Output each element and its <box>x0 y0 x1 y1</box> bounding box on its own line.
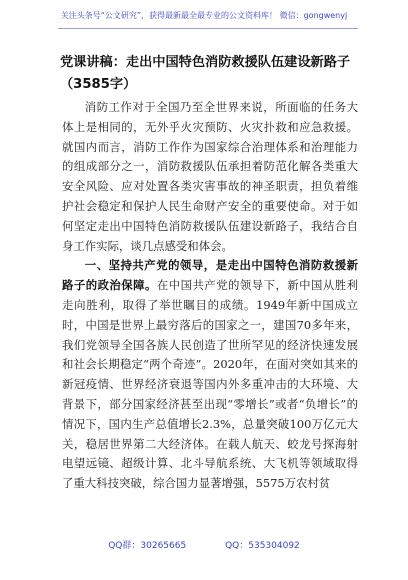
section-1-text: 在中国共产党的领导下，新中国从胜利走向胜利，取得了举世瞩目的成绩。1949年新中国成立时，中国是世界上最穷落后的国家之一，建国70多年来，我们党领导全国各族人民创造了世所罕见的经济快速发展和社会长期稳定“两个奇迹”。2020年，在面对突如其来的新冠疫情、世界经济衰退等国内外多重冲击的大环境、大背景下，部分国家经济甚至出现“零增长”或者“负增长”的情况下，国内生产总值增长2.3%，总量突破100万亿元大关，稳居世界第二大经济体。在载人航天、蛟龙号探海射电望远镜、超级计算、北斗导航系统、大飞机等领域取得了重大科技突破，综合国力显著增强，5575万农村贫 <box>62 278 358 491</box>
footer-qq-group: QQ群：30265665 <box>108 541 187 551</box>
paragraph-intro <box>62 98 358 256</box>
paragraph-section-1 <box>62 256 358 494</box>
footer-note <box>0 540 408 552</box>
section-1-heading: 一、坚持共产党的领导，是走出中国特色消防救援新路子的政治保障。 <box>62 258 358 293</box>
document-title: 党课讲稿：走出中国特色消防救援队伍建设新路子（3585字） <box>60 55 351 92</box>
header-divider <box>58 28 358 29</box>
header-note: 关注头条号“公文研究”，获得最新最全最专业的公文资料库！ 微信：gongwenyj <box>60 11 348 20</box>
footer-qq: QQ：535304092 <box>225 541 300 551</box>
document-body <box>62 98 358 494</box>
paragraph-intro-text: 消防工作对于全国乃至全世界来说，所面临的任务大体上是相同的，无外乎火灾预防、火灾扑救和应急救援。就国内而言，消防工作作为国家综合治理体系和治理能力的组成部分之一，消防救援队伍承担着防范化解各类重大安全风险、应对处置各类灾害事故的神圣职责，担负着维护社会稳定和保护人民生命财产安全的重要使命。对于如何坚定走出中国特色消防救援队伍建设新路子，我结合自身工作实际，谈几点感受和体会。 <box>62 100 358 253</box>
